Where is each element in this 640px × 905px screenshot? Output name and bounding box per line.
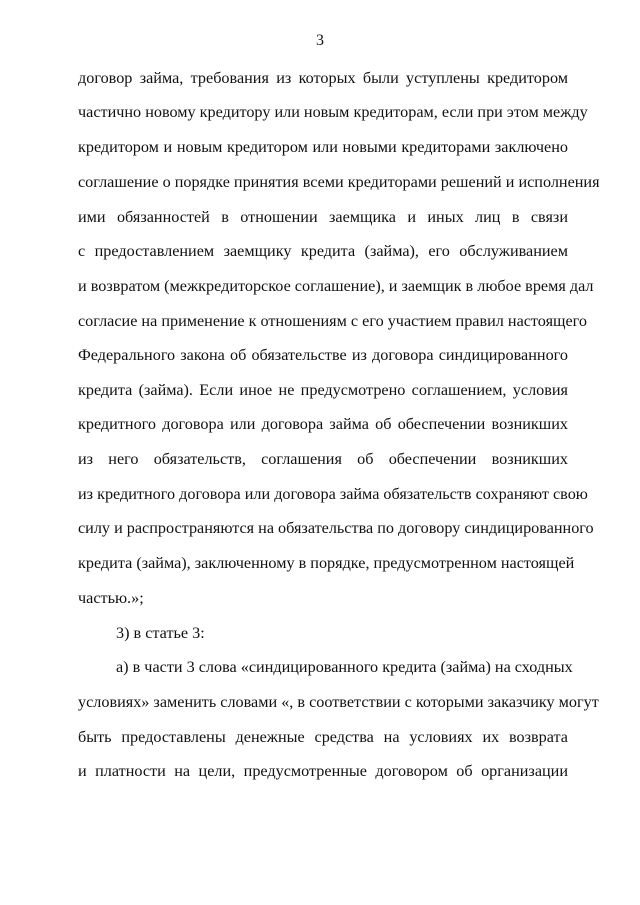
text-line: частично новому кредитору или новым кредиторам, если при этом между (78, 103, 588, 121)
text-line: условиях» заменить словами «, в соответствии с которыми заказчику могут (78, 693, 599, 711)
text-line: кредита (займа). Если иное не предусмотрено соглашением, условия (78, 381, 568, 399)
text-line: кредитором и новым кредитором или новыми кредиторами заключено (78, 138, 568, 156)
text-line: кредита (займа), заключенному в порядке, предусмотренном настоящей (78, 554, 575, 572)
text-line: силу и распространяются на обязательства по договору синдицированного (78, 519, 594, 537)
text-line: и платности на цели, предусмотренные договором об организации (78, 762, 568, 780)
text-line: договор займа, требования из которых были уступлены кредитором (78, 69, 568, 87)
text-line: и возвратом (межкредиторское соглашение), и заемщик в любое время дал (78, 277, 594, 295)
text-line: частью.»; (78, 589, 144, 607)
text-line: кредитного договора или договора займа об обеспечении возникших (78, 415, 568, 433)
text-line: быть предоставлены денежные средства на условиях их возврата (78, 728, 568, 746)
text-line: 3) в статье 3: (116, 624, 205, 642)
text-line: из него обязательств, соглашения об обеспечении возникших (78, 450, 568, 468)
text-line: Федерального закона об обязательстве из договора синдицированного (78, 346, 568, 364)
text-line: а) в части 3 слова «синдицированного кредита (займа) на сходных (116, 658, 573, 676)
text-line: с предоставлением заемщику кредита (займа), его обслуживанием (78, 242, 568, 260)
page-number: 3 (316, 32, 324, 49)
text-line: из кредитного договора или договора займа обязательств сохраняют свою (78, 485, 588, 503)
text-line: ими обязанностей в отношении заемщика и иных лиц в связи (78, 208, 568, 226)
text-line: соглашение о порядке принятия всеми кредиторами решений и исполнения (78, 173, 600, 191)
text-line: согласие на применение к отношениям с его участием правил настоящего (78, 312, 588, 330)
